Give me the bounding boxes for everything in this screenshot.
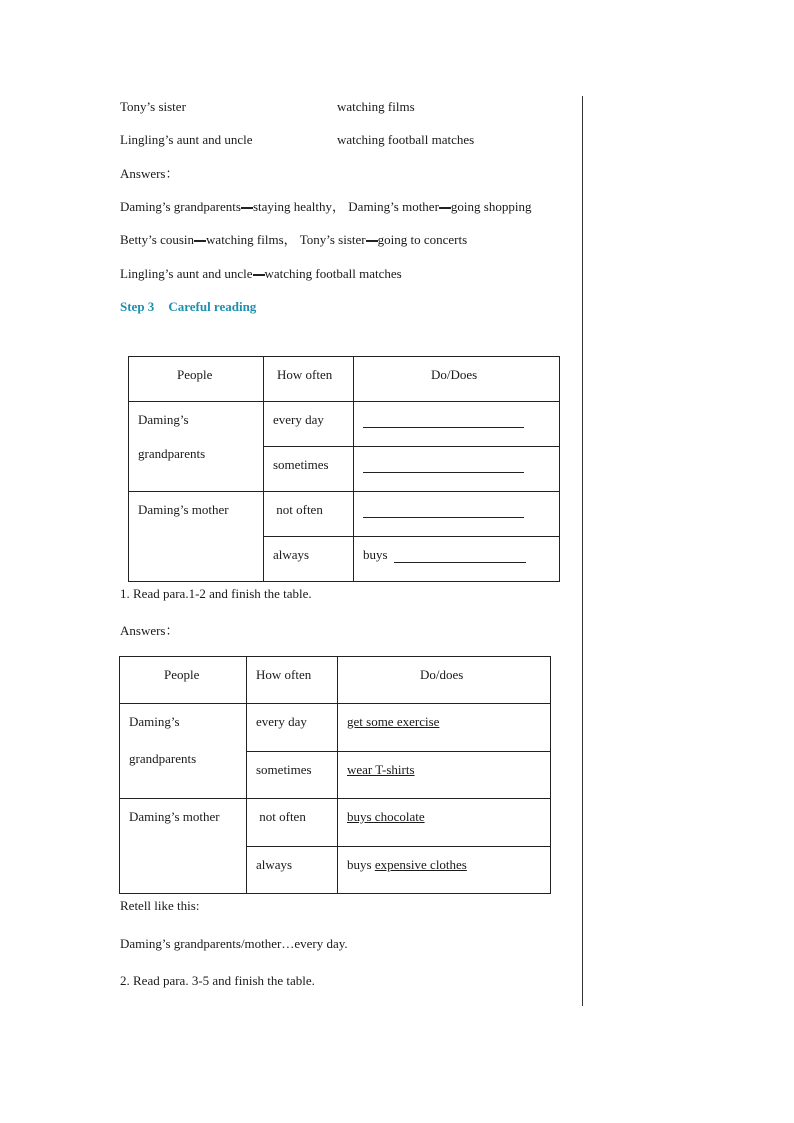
person-name: Daming’s mother (138, 502, 229, 517)
buys-prefix: buys (363, 547, 391, 562)
header-do-does: Do/Does (431, 367, 478, 382)
header-cell (354, 357, 560, 402)
answer-cell (338, 799, 551, 847)
answer-cell (338, 704, 551, 752)
answer-cell (338, 752, 551, 799)
header-people: People (177, 367, 213, 382)
answer-cell (354, 537, 560, 582)
header-people: People (164, 667, 200, 682)
match-right-1: watching films (337, 99, 415, 114)
freq-label: sometimes (256, 762, 312, 777)
header-how-often: How often (277, 367, 333, 382)
retell-label: Retell like this: (120, 898, 200, 913)
answer-line-3 (120, 266, 402, 282)
match-right-2: watching football matches (337, 132, 475, 147)
answer-what: going to concerts (377, 232, 468, 247)
freq-label: sometimes (273, 457, 329, 472)
answers-label-1: Answers： (120, 166, 179, 181)
instruction-1: 1. Read para.1-2 and finish the table. (120, 586, 312, 601)
fill-blank[interactable] (394, 550, 526, 563)
header-cell (264, 357, 354, 402)
answer-what: watching films， (206, 232, 297, 247)
freq-cell (247, 704, 338, 752)
step-title: Careful reading (168, 299, 257, 314)
dash-mark (241, 207, 253, 209)
answer-text: wear T-shirts (347, 762, 415, 777)
step-number: Step 3 (120, 299, 155, 314)
answer-text: get some exercise (347, 714, 440, 729)
person-name-line2: grandparents (129, 751, 197, 766)
retell-example: Daming’s grandparents/mother…every day. (120, 936, 348, 951)
header-cell (247, 657, 338, 704)
answer-cell (354, 402, 560, 447)
dash-mark (253, 274, 265, 276)
freq-cell (264, 537, 354, 582)
answer-what: going shopping (450, 199, 532, 214)
answer-who: Tony’s sister (299, 232, 366, 247)
freq-cell (247, 847, 338, 894)
answer-line (347, 857, 467, 873)
match-left-2: Lingling’s aunt and uncle (120, 132, 253, 147)
person-name: Daming’s mother (129, 809, 220, 824)
header-cell (338, 657, 551, 704)
freq-cell (264, 492, 354, 537)
step-heading (120, 299, 256, 315)
person-cell (129, 492, 264, 582)
reading-table-answers (119, 656, 551, 894)
person-cell (129, 402, 264, 492)
dash-mark (366, 240, 378, 242)
fill-blank[interactable] (363, 460, 524, 473)
dash-mark (439, 207, 451, 209)
freq-label: always (256, 857, 293, 872)
freq-label: not often (256, 809, 306, 824)
fill-blank[interactable] (363, 415, 524, 428)
answer-cell (354, 447, 560, 492)
person-name-line2: grandparents (138, 446, 206, 461)
person-name-line1: Daming’s (129, 714, 180, 729)
instruction-2: 2. Read para. 3-5 and finish the table. (120, 973, 315, 988)
header-cell (129, 357, 264, 402)
reading-table-blank (128, 356, 560, 582)
freq-label: not often (273, 502, 323, 517)
answer-cell (354, 492, 560, 537)
match-left-1: Tony’s sister (120, 99, 186, 114)
answer-text: expensive clothes (374, 857, 467, 872)
answer-line-1 (120, 199, 531, 215)
freq-label: every day (273, 412, 324, 427)
freq-cell (247, 752, 338, 799)
person-name-line1: Daming’s (138, 412, 189, 427)
person-cell (120, 799, 247, 894)
freq-cell (247, 799, 338, 847)
answer-text: buys chocolate (347, 809, 425, 824)
answer-line-2 (120, 232, 467, 248)
fill-blank[interactable] (363, 505, 524, 518)
answer-what: watching football matches (264, 266, 402, 281)
freq-cell (264, 402, 354, 447)
freq-label: every day (256, 714, 307, 729)
column-divider-line (582, 96, 583, 1006)
header-cell (120, 657, 247, 704)
header-how-often: How often (256, 667, 312, 682)
answer-who: Lingling’s aunt and uncle (120, 266, 253, 281)
answers-label-2: Answers： (120, 623, 179, 638)
answer-cell (338, 847, 551, 894)
answer-who: Daming’s grandparents (120, 199, 241, 214)
person-cell (120, 704, 247, 799)
buys-prefix: buys (347, 857, 375, 872)
answer-what: staying healthy， (252, 199, 346, 214)
freq-cell (264, 447, 354, 492)
header-do-does: Do/does (420, 667, 464, 682)
freq-label: always (273, 547, 310, 562)
answer-who: Betty’s cousin (120, 232, 195, 247)
answer-who: Daming’s mother (348, 199, 439, 214)
dash-mark (194, 240, 206, 242)
